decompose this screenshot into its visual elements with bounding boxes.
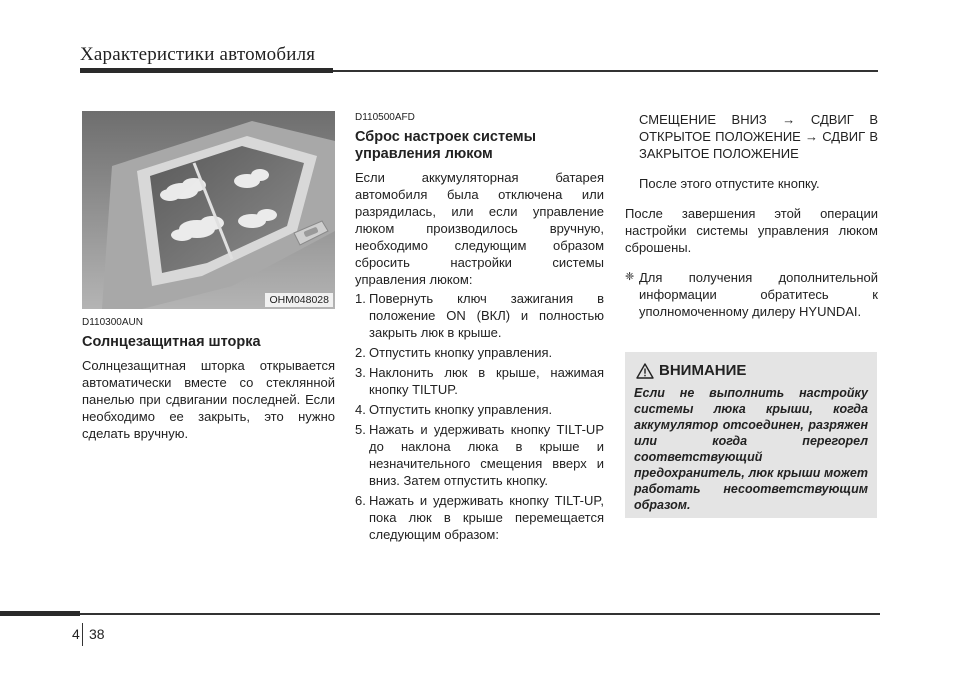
section-intro: Если аккумуляторная батарея автомобиля была отключена или разрядилась, или если управление люком производилось вручную, необходимо следующим образом сбросить настройки системы управления люком: [355,170,604,287]
list-item [355,290,604,341]
sunroof-photo [82,111,335,309]
warning-heading [636,362,868,379]
section-heading: Солнцезащитная шторка [82,334,261,350]
dealer-note [625,269,878,320]
warning-box [625,352,877,518]
section-code: D110300AUN [82,317,143,328]
note-text: Для получения дополнительной информации обратитесь к уполномоченному дилеру HYUNDAI. [639,270,878,319]
header-rule-thick [80,68,333,73]
middle-column [355,111,604,546]
page-number: 38 [89,626,105,642]
right-column [625,111,878,320]
list-item [355,492,604,543]
section-heading: Сброс настроек системы управления люком [355,129,537,162]
header-rule-thin [333,70,878,72]
section-number: 4 [72,626,80,642]
reset-steps-list [355,290,604,543]
footer-rule-thick [0,611,80,616]
sunroof-illustration [82,111,335,309]
warning-title: ВНИМАНИЕ [659,362,747,379]
movement-sequence: СМЕЩЕНИЕ ВНИЗ → СДВИГ В ОТКРЫТОЕ ПОЛОЖЕНИЕ → СДВИГ В ЗАКРЫТОЕ ПОЛОЖЕНИЕ [639,112,878,161]
warning-triangle-icon [636,363,654,379]
page-header-title: Характеристики автомобиля [80,44,316,65]
step-text: Нажать и удерживать кнопку TILT-UP до наклона люка в крыше и незначительного смещения вверх и вниз. Затем отпустить кнопку. [369,422,604,488]
step-number: 6. [355,493,366,508]
step-text: Наклонить люк в крыше, нажимая кнопку TILTUP. [369,365,604,397]
step-number: 5. [355,422,366,437]
list-item [355,421,604,489]
warning-text: Если не выполнить настройку системы люка крыши, когда аккумулятор отсоединен, разряжен или когда перегорел соответствующий предохранитель, люк крыши может работать несоответствующим образом. [634,386,868,512]
step-text: Отпустить кнопку управления. [369,345,553,360]
section-code: D110500AFD [355,112,415,123]
step-text: Отпустить кнопку управления. [369,402,553,417]
note-icon: ❈ [625,271,635,283]
list-item [355,344,604,361]
step-number: 2. [355,345,366,360]
step-text: Нажать и удерживать кнопку TILT-UP, пока люк в крыше перемещается следующим образом: [369,493,604,542]
list-item [355,401,604,418]
step-text: Повернуть ключ зажигания в положение ON (ВКЛ) и полностью закрыть люк в крыше. [369,291,604,340]
release-instruction: После этого отпустите кнопку. [639,176,820,191]
section-body: Солнцезащитная шторка открывается автоматически вместе со стеклянной панелью при сдвигании последней. Если необходимо ее закрыть, это нужно сделать вручную. [82,358,335,441]
step-number: 1. [355,291,366,306]
list-item [355,364,604,398]
completion-text: После завершения этой операции настройки системы управления люком сброшены. [625,206,878,255]
step-number: 4. [355,402,366,417]
step-number: 3. [355,365,366,380]
left-column [82,316,335,442]
footer-rule-thin [80,613,880,615]
page-number-divider [82,623,83,646]
figure-label: OHM048028 [265,293,333,307]
